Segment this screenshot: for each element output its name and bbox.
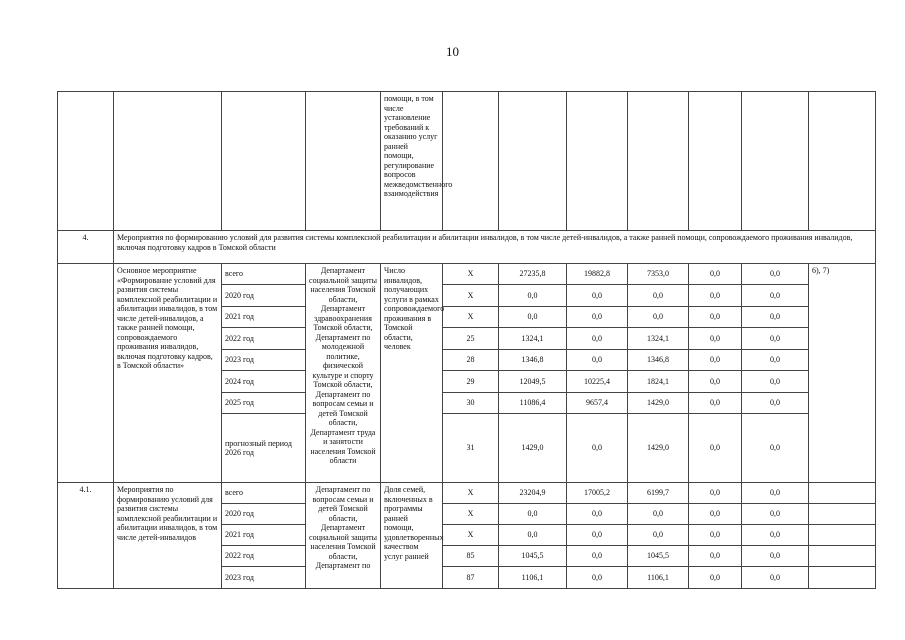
regional-cell: 1346,8	[628, 350, 689, 371]
other-cell: 0,0	[742, 393, 809, 414]
section-title: Мероприятия по формированию условий для развития системы комплексной реабилитации и абилитации инвалидов, в том числе детей-инвалидов, а также ранней помощи, сопровождаемого проживания инвалидов, включая подготовку кадров в Томской области	[114, 231, 876, 264]
period-cell: 2022 год	[222, 546, 306, 567]
total-cell: 11086,4	[499, 393, 567, 414]
local-cell: 0,0	[689, 307, 742, 328]
period-cell: 2023 год	[222, 567, 306, 589]
total-cell: 1106,1	[499, 567, 567, 589]
executors-cell: Департамент социальной защиты населения Томской области, Департамент здравоохранения Томской области, Департамент по молодежной политике, физической культуре и спорту Томской области, Департамент по вопросам семьи и детей Томской области, Департамент труда и занятости населения Томской области	[306, 264, 381, 483]
other-cell: 0,0	[742, 285, 809, 307]
total-cell: 23204,9	[499, 483, 567, 504]
other-cell: 0,0	[742, 567, 809, 589]
local-cell: 0,0	[689, 567, 742, 589]
regional-cell: 0,0	[628, 285, 689, 307]
note-cell	[809, 546, 876, 567]
activity-row	[58, 264, 876, 285]
indicator-cell: Доля семей, включенных в программы ранней помощи, удовлетворенных качеством услуг ранней	[381, 483, 443, 589]
total-cell: 1324,1	[499, 328, 567, 350]
indicator-value: 25	[443, 328, 499, 350]
local-cell: 0,0	[689, 393, 742, 414]
federal-cell: 0,0	[567, 328, 628, 350]
other-cell: 0,0	[742, 504, 809, 525]
note-cell	[809, 525, 876, 546]
regional-cell: 1824,1	[628, 371, 689, 393]
period-cell: всего	[222, 483, 306, 504]
indicator-value: 29	[443, 371, 499, 393]
note-cell	[809, 483, 876, 504]
regional-cell: 1106,1	[628, 567, 689, 589]
period-cell: всего	[222, 264, 306, 285]
federal-cell: 0,0	[567, 350, 628, 371]
note-cell: 6), 7)	[809, 264, 876, 483]
section-number: 4.	[58, 231, 114, 264]
other-cell: 0,0	[742, 525, 809, 546]
regional-cell: 7353,0	[628, 264, 689, 285]
activity-row	[58, 483, 876, 504]
regional-cell: 0,0	[628, 307, 689, 328]
total-cell: 0,0	[499, 504, 567, 525]
other-cell: 0,0	[742, 350, 809, 371]
local-cell: 0,0	[689, 350, 742, 371]
indicator-value: 28	[443, 350, 499, 371]
total-cell: 1429,0	[499, 414, 567, 483]
period-cell: 2020 год	[222, 285, 306, 307]
program-table	[57, 91, 876, 589]
other-cell: 0,0	[742, 264, 809, 285]
activity-number: 4.1.	[58, 483, 114, 589]
federal-cell: 19882,8	[567, 264, 628, 285]
local-cell: 0,0	[689, 371, 742, 393]
local-cell: 0,0	[689, 264, 742, 285]
other-cell: 0,0	[742, 307, 809, 328]
period-cell: прогнозный период 2026 год	[222, 414, 306, 483]
indicator-cell: помощи, в том числе установление требований к оказанию услуг ранней помощи, регулирование вопросов межведомственного взаимодействия	[381, 92, 443, 231]
indicator-value: 30	[443, 393, 499, 414]
local-cell: 0,0	[689, 525, 742, 546]
period-cell: 2022 год	[222, 328, 306, 350]
total-cell: 0,0	[499, 285, 567, 307]
federal-cell: 0,0	[567, 285, 628, 307]
total-cell: 1045,5	[499, 546, 567, 567]
indicator-value: 31	[443, 414, 499, 483]
indicator-value: 87	[443, 567, 499, 589]
indicator-value: X	[443, 483, 499, 504]
regional-cell: 0,0	[628, 525, 689, 546]
regional-cell: 1324,1	[628, 328, 689, 350]
federal-cell: 17005,2	[567, 483, 628, 504]
other-cell: 0,0	[742, 483, 809, 504]
indicator-value: X	[443, 264, 499, 285]
regional-cell: 1429,0	[628, 414, 689, 483]
federal-cell: 10225,4	[567, 371, 628, 393]
federal-cell: 9657,4	[567, 393, 628, 414]
federal-cell: 0,0	[567, 525, 628, 546]
continuation-row	[58, 92, 876, 231]
regional-cell: 1045,5	[628, 546, 689, 567]
activity-name: Основное мероприятие «Формирование условий для развития системы комплексной реабилитации и абилитации инвалидов, в том числе детей-инвалидов, а также ранней помощи, сопровождаемого проживания инвалидов, включая подготовку кадров, в Томской области»	[114, 264, 222, 483]
federal-cell: 0,0	[567, 414, 628, 483]
other-cell: 0,0	[742, 371, 809, 393]
indicator-cell: Число инвалидов, получающих услуги в рамках сопровождаемого проживания в Томской области, человек	[381, 264, 443, 483]
executors-cell: Департамент по вопросам семьи и детей Томской области, Департамент социальной защиты населения Томской области, Департамент по	[306, 483, 381, 589]
local-cell: 0,0	[689, 546, 742, 567]
section-row	[58, 231, 876, 264]
period-cell: 2020 год	[222, 504, 306, 525]
local-cell: 0,0	[689, 483, 742, 504]
local-cell: 0,0	[689, 328, 742, 350]
activity-number	[58, 264, 114, 483]
total-cell: 1346,8	[499, 350, 567, 371]
total-cell: 27235,8	[499, 264, 567, 285]
local-cell: 0,0	[689, 414, 742, 483]
period-cell: 2023 год	[222, 350, 306, 371]
other-cell: 0,0	[742, 328, 809, 350]
other-cell: 0,0	[742, 546, 809, 567]
other-cell: 0,0	[742, 414, 809, 483]
total-cell: 12049,5	[499, 371, 567, 393]
federal-cell: 0,0	[567, 307, 628, 328]
regional-cell: 6199,7	[628, 483, 689, 504]
period-cell: 2021 год	[222, 307, 306, 328]
local-cell: 0,0	[689, 504, 742, 525]
page-number: 10	[446, 44, 459, 59]
note-cell	[809, 567, 876, 589]
regional-cell: 0,0	[628, 504, 689, 525]
activity-name: Мероприятия по формированию условий для развития системы комплексной реабилитации и абилитации инвалидов, в том числе детей-инвалидов	[114, 483, 222, 589]
indicator-value: X	[443, 504, 499, 525]
federal-cell: 0,0	[567, 504, 628, 525]
regional-cell: 1429,0	[628, 393, 689, 414]
indicator-value: X	[443, 285, 499, 307]
total-cell: 0,0	[499, 307, 567, 328]
federal-cell: 0,0	[567, 546, 628, 567]
period-cell: 2024 год	[222, 371, 306, 393]
note-cell	[809, 504, 876, 525]
federal-cell: 0,0	[567, 567, 628, 589]
indicator-value: X	[443, 307, 499, 328]
indicator-value: X	[443, 525, 499, 546]
period-cell: 2025 год	[222, 393, 306, 414]
period-cell: 2021 год	[222, 525, 306, 546]
indicator-value: 85	[443, 546, 499, 567]
total-cell: 0,0	[499, 525, 567, 546]
local-cell: 0,0	[689, 285, 742, 307]
